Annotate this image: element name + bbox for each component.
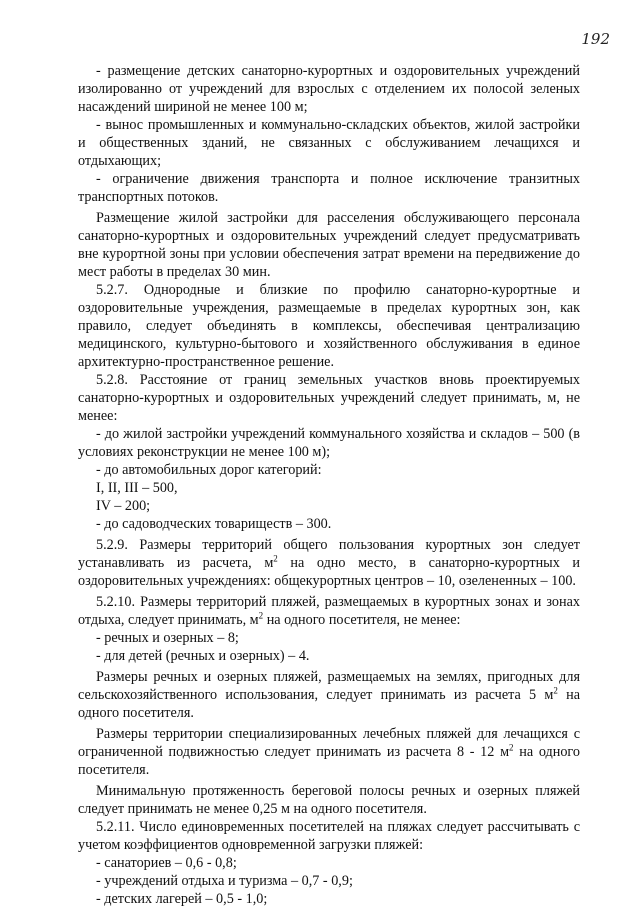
p16-text-after: на одного посетителя.	[78, 687, 581, 721]
list-item-sanatoriums: - санаториев – 0,6 - 0,8;	[96, 855, 237, 871]
paragraph-5-2-10	[78, 593, 580, 629]
paragraph-agricultural-beaches	[78, 668, 580, 722]
paragraph-children-facilities: - размещение детских санаторно-курортных и оздоровительных учреждений изолированно от учреждений для взрослых с отделением их полосой зеленых насаждений шириной не менее 100 м;	[78, 63, 580, 115]
p16-text-before: Размеры речных и озерных пляжей, размещаемых на землях, пригодных для сельскохозяйственного использования, следует принимать из расчета 5 м	[78, 669, 580, 703]
paragraph-5-2-9	[78, 536, 580, 590]
p12-text-before: 5.2.9. Размеры территорий общего пользования курортных зон следует устанавливать из расчета, м	[78, 537, 580, 571]
p13-text-after: на одного посетителя, не менее:	[263, 612, 461, 628]
paragraph-5-2-8: 5.2.8. Расстояние от границ земельных участков вновь проектируемых санаторно-курортных и оздоровительных учреждений следует принимать, м, не менее:	[78, 372, 580, 424]
p12-sup: 2	[273, 553, 278, 564]
p17-text-before: Размеры территории специализированных лечебных пляжей для лечащихся с ограниченной подвижностью следует принимать из расчета 8 - 12 м	[78, 726, 580, 760]
paragraph-5-2-7: 5.2.7. Однородные и близкие по профилю санаторно-курортные и оздоровительные учреждения, размещаемые в пределах курортных зон, как правило, следует объединять в комплексы, обеспечивая централизацию медицинского, культурно-бытового и хозяйственного обслуживания в единое архитектурно-пространственное решение.	[78, 282, 580, 370]
paragraph-staff-housing: Размещение жилой застройки для расселения обслуживающего персонала санаторно-курортных и оздоровительных учреждений следует предусматривать вне курортной зоны при условии обеспечения затрат времени на передвижение до мест работы в пределах 30 мин.	[78, 210, 580, 280]
document-body	[78, 62, 580, 908]
paragraph-industrial-removal: - вынос промышленных и коммунально-складских объектов, жилой застройки и общественных зданий, не связанных с обслуживанием лечащихся и отдыхающих;	[78, 117, 580, 169]
list-item-roads-header: - до автомобильных дорог категорий:	[96, 462, 322, 478]
p17-sup: 2	[509, 742, 514, 753]
list-item-housing-distance: - до жилой застройки учреждений коммунального хозяйства и складов – 500 (в условиях реконструкции не менее 100 м);	[78, 426, 580, 460]
p17-text-after: на одного посетителя.	[78, 744, 580, 778]
p16-sup: 2	[553, 685, 558, 696]
p13-sup: 2	[258, 610, 264, 621]
paragraph-traffic-limit: - ограничение движения транспорта и полное исключение транзитных транспортных потоков.	[78, 171, 580, 205]
list-item-children: - для детей (речных и озерных) – 4.	[96, 648, 310, 664]
paragraph-shoreline-length: Минимальную протяженность береговой полосы речных и озерных пляжей следует принимать не менее 0,25 м на одного посетителя.	[78, 783, 580, 817]
paragraph-5-2-11: 5.2.11. Число единовременных посетителей на пляжах следует рассчитывать с учетом коэффициентов одновременной загрузки пляжей:	[78, 819, 580, 853]
list-item-children-camps: - детских лагерей – 0,5 - 1,0;	[96, 891, 268, 907]
list-item-roads-cat-1-3: I, II, III – 500,	[96, 480, 178, 496]
list-item-roads-cat-4: IV – 200;	[96, 498, 151, 514]
list-item-gardening: - до садоводческих товариществ – 300.	[96, 516, 332, 532]
paragraph-medical-beaches	[78, 725, 580, 779]
p12-text-after: на одно место, в санаторно-курортных и оздоровительных учреждениях: общекурортных центров – 10, озелененных – 100.	[78, 555, 580, 589]
list-item-river-lake: - речных и озерных – 8;	[96, 630, 239, 646]
p13-text-before: 5.2.10. Размеры территорий пляжей, размещаемых в курортных зонах и зонах отдыха, следует принимать, м	[78, 594, 580, 628]
list-item-recreation: - учреждений отдыха и туризма – 0,7 - 0,9;	[96, 873, 353, 889]
page-number: 192	[581, 30, 610, 48]
